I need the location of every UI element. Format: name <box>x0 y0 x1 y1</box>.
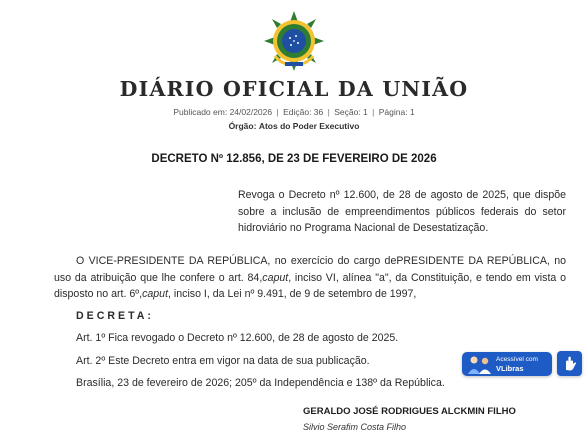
published-date: 24/02/2026 <box>229 107 273 117</box>
cosigner-name: Silvio Serafim Costa Filho <box>303 422 407 432</box>
separator: | <box>372 107 375 117</box>
decreta-heading: DECRETA: <box>76 310 154 322</box>
preamble-part1: O VICE-PRESIDENTE DA REPÚBLICA, no exercício do cargo dePRESIDENTE DA REPÚBLICA, no uso da atribuição que lhe confere o art. 84, <box>54 255 566 284</box>
separator: | <box>276 107 279 117</box>
separator: | <box>327 107 330 117</box>
vlibras-hand-button[interactable] <box>557 351 582 376</box>
article-1: Art. 1º Fica revogado o Decreto nº 12.600, de 28 de agosto de 2025. <box>76 332 399 344</box>
sign-language-people-icon <box>464 352 496 376</box>
closing-line: Brasília, 23 de fevereiro de 2026; 205º da Independência e 138º da República. <box>76 377 445 389</box>
hand-icon <box>561 355 578 372</box>
preamble-part3: , inciso I, da Lei nº 9.491, de 9 de setembro de 1997, <box>168 288 417 300</box>
published-label: Publicado em: <box>173 107 228 117</box>
preamble-caput-1: caput <box>262 271 289 284</box>
organ-info <box>0 121 588 131</box>
decree-summary: Revoga o Decreto nº 12.600, de 28 de agosto de 2025, que dispõe sobre a inclusão de empreendimentos públicos federais do setor hidroviário no Programa Nacional de Desestatização. <box>238 189 566 234</box>
decree-title: DECRETO Nº 12.856, DE 23 DE FEVEREIRO DE 2026 <box>151 153 437 165</box>
section: Seção: 1 <box>334 107 368 117</box>
vlibras-line1: Acessível com <box>496 356 538 363</box>
publication-info <box>0 107 588 117</box>
newspaper-title: DIÁRIO OFICIAL DA UNIÃO <box>119 77 469 101</box>
vlibras-line2: VLibras <box>496 364 524 373</box>
organ-label: Órgão: <box>228 121 257 131</box>
vlibras-button[interactable] <box>462 352 552 376</box>
signer-name: GERALDO JOSÉ RODRIGUES ALCKMIN FILHO <box>303 406 516 417</box>
article-2: Art. 2º Este Decreto entra em vigor na data de sua publicação. <box>76 355 370 367</box>
vlibras-label <box>496 355 538 373</box>
edition: Edição: 36 <box>283 107 324 117</box>
page-number: Página: 1 <box>378 107 415 117</box>
coat-of-arms-icon <box>263 10 325 72</box>
decree-preamble <box>54 253 566 303</box>
preamble-part2: , inciso VI, alínea "a", da Constituição, e tendo em vista o disposto no art. 6º, <box>54 271 566 300</box>
organ-value: Atos do Poder Executivo <box>258 121 360 131</box>
preamble-caput-2: caput <box>142 288 169 300</box>
